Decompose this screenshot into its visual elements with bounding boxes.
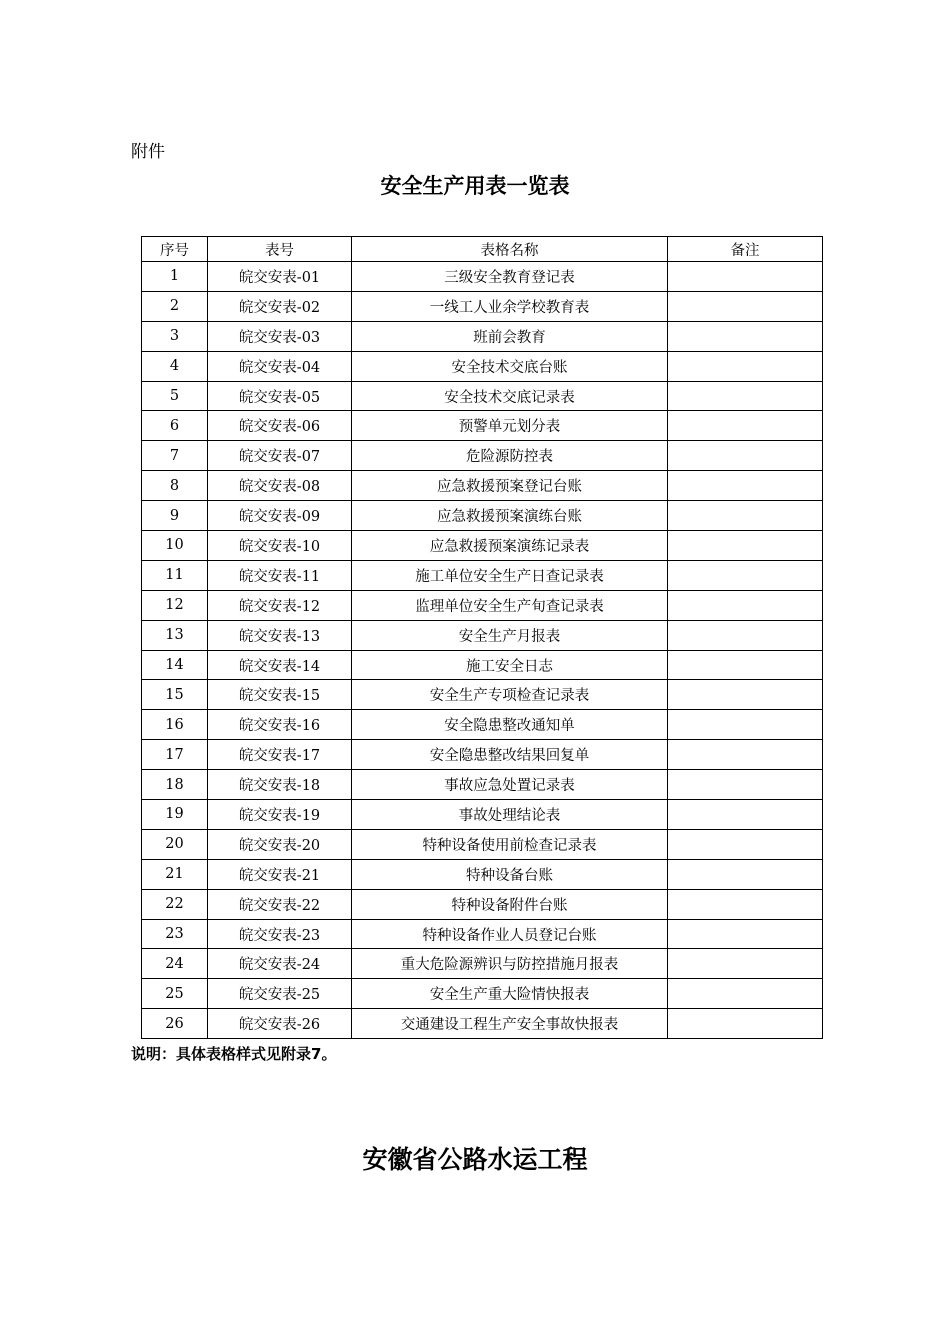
cell-form-number: 皖交安表-15 [208,680,352,710]
cell-form-number: 皖交安表-02 [208,291,352,321]
cell-form-name: 应急救援预案演练记录表 [352,531,668,561]
table-header-row [142,237,823,262]
table-row [142,770,823,800]
page-title: 安全生产用表一览表 [380,173,570,198]
cell-index: 4 [142,351,208,381]
cell-form-number: 皖交安表-20 [208,829,352,859]
cell-remarks [668,531,823,561]
table-row [142,710,823,740]
cell-form-number: 皖交安表-24 [208,949,352,979]
cell-remarks [668,740,823,770]
table-row [142,979,823,1009]
cell-form-number: 皖交安表-08 [208,471,352,501]
table-row [142,680,823,710]
cell-index: 23 [142,919,208,949]
header-index: 序号 [142,237,208,262]
cell-remarks [668,949,823,979]
cell-index: 7 [142,441,208,471]
cell-remarks [668,471,823,501]
cell-index: 22 [142,889,208,919]
cell-remarks [668,381,823,411]
cell-index: 3 [142,321,208,351]
cell-form-number: 皖交安表-25 [208,979,352,1009]
cell-form-name: 重大危险源辨识与防控措施月报表 [352,949,668,979]
cell-form-number: 皖交安表-22 [208,889,352,919]
cell-form-name: 安全生产专项检查记录表 [352,680,668,710]
cell-form-name: 应急救援预案演练台账 [352,501,668,531]
cell-index: 19 [142,800,208,830]
table-row [142,411,823,441]
cell-form-name: 施工安全日志 [352,650,668,680]
cell-remarks [668,650,823,680]
cell-index: 25 [142,979,208,1009]
cell-form-name: 特种设备台账 [352,859,668,889]
table-row [142,740,823,770]
cell-index: 2 [142,291,208,321]
cell-form-number: 皖交安表-07 [208,441,352,471]
cell-form-number: 皖交安表-11 [208,560,352,590]
cell-form-name: 事故应急处置记录表 [352,770,668,800]
header-form-name: 表格名称 [352,237,668,262]
table-row [142,441,823,471]
cell-form-number: 皖交安表-03 [208,321,352,351]
cell-form-name: 预警单元划分表 [352,411,668,441]
cell-remarks [668,501,823,531]
cell-form-number: 皖交安表-17 [208,740,352,770]
cell-remarks [668,919,823,949]
table-row [142,501,823,531]
cell-form-number: 皖交安表-13 [208,620,352,650]
cell-form-name: 安全生产月报表 [352,620,668,650]
cell-index: 21 [142,859,208,889]
cell-remarks [668,710,823,740]
table-row [142,471,823,501]
cell-remarks [668,1009,823,1039]
table-row [142,351,823,381]
table-row [142,590,823,620]
cell-form-name: 事故处理结论表 [352,800,668,830]
cell-form-name: 一线工人业余学校教育表 [352,291,668,321]
cell-remarks [668,889,823,919]
footer-title: 安徽省公路水运工程 [362,1145,588,1174]
cell-form-number: 皖交安表-10 [208,531,352,561]
header-form-number: 表号 [208,237,352,262]
cell-form-name: 施工单位安全生产日查记录表 [352,560,668,590]
cell-form-name: 监理单位安全生产旬查记录表 [352,590,668,620]
cell-index: 14 [142,650,208,680]
table-row [142,889,823,919]
table-row [142,859,823,889]
cell-remarks [668,829,823,859]
table-row [142,262,823,292]
cell-remarks [668,291,823,321]
cell-remarks [668,351,823,381]
attachment-label: 附件 [131,142,165,162]
header-remarks: 备注 [668,237,823,262]
cell-index: 10 [142,531,208,561]
cell-index: 6 [142,411,208,441]
table-row [142,291,823,321]
cell-index: 26 [142,1009,208,1039]
cell-form-name: 安全生产重大险情快报表 [352,979,668,1009]
cell-remarks [668,411,823,441]
cell-form-number: 皖交安表-21 [208,859,352,889]
cell-form-name: 安全隐患整改结果回复单 [352,740,668,770]
table-row [142,650,823,680]
cell-index: 24 [142,949,208,979]
cell-remarks [668,859,823,889]
table-row [142,620,823,650]
cell-form-name: 特种设备附件台账 [352,889,668,919]
cell-form-name: 安全技术交底记录表 [352,381,668,411]
cell-form-name: 安全技术交底台账 [352,351,668,381]
table-row [142,919,823,949]
cell-index: 18 [142,770,208,800]
cell-index: 11 [142,560,208,590]
note: 说明：具体表格样式见附录7。 [131,1045,337,1063]
cell-index: 5 [142,381,208,411]
cell-form-number: 皖交安表-14 [208,650,352,680]
cell-form-name: 应急救援预案登记台账 [352,471,668,501]
cell-index: 1 [142,262,208,292]
cell-remarks [668,979,823,1009]
cell-form-name: 特种设备使用前检查记录表 [352,829,668,859]
cell-form-name: 交通建设工程生产安全事故快报表 [352,1009,668,1039]
cell-form-name: 危险源防控表 [352,441,668,471]
cell-index: 15 [142,680,208,710]
cell-form-number: 皖交安表-06 [208,411,352,441]
cell-form-number: 皖交安表-01 [208,262,352,292]
cell-form-number: 皖交安表-12 [208,590,352,620]
cell-remarks [668,321,823,351]
cell-form-number: 皖交安表-19 [208,800,352,830]
table-row [142,560,823,590]
cell-form-name: 班前会教育 [352,321,668,351]
cell-remarks [668,620,823,650]
cell-index: 8 [142,471,208,501]
cell-form-name: 特种设备作业人员登记台账 [352,919,668,949]
cell-index: 20 [142,829,208,859]
cell-form-number: 皖交安表-09 [208,501,352,531]
cell-form-name: 三级安全教育登记表 [352,262,668,292]
cell-form-name: 安全隐患整改通知单 [352,710,668,740]
cell-remarks [668,262,823,292]
cell-remarks [668,560,823,590]
cell-remarks [668,680,823,710]
cell-index: 12 [142,590,208,620]
cell-form-number: 皖交安表-05 [208,381,352,411]
cell-index: 9 [142,501,208,531]
cell-form-number: 皖交安表-04 [208,351,352,381]
table-row [142,800,823,830]
forms-table [141,236,823,1039]
cell-form-number: 皖交安表-26 [208,1009,352,1039]
cell-remarks [668,441,823,471]
cell-remarks [668,590,823,620]
table-body [142,262,823,1039]
table-row [142,1009,823,1039]
cell-remarks [668,800,823,830]
cell-remarks [668,770,823,800]
table-row [142,381,823,411]
cell-form-number: 皖交安表-18 [208,770,352,800]
cell-index: 13 [142,620,208,650]
cell-form-number: 皖交安表-16 [208,710,352,740]
table-row [142,829,823,859]
table-row [142,531,823,561]
cell-form-number: 皖交安表-23 [208,919,352,949]
table-row [142,949,823,979]
cell-index: 16 [142,710,208,740]
cell-index: 17 [142,740,208,770]
table-row [142,321,823,351]
